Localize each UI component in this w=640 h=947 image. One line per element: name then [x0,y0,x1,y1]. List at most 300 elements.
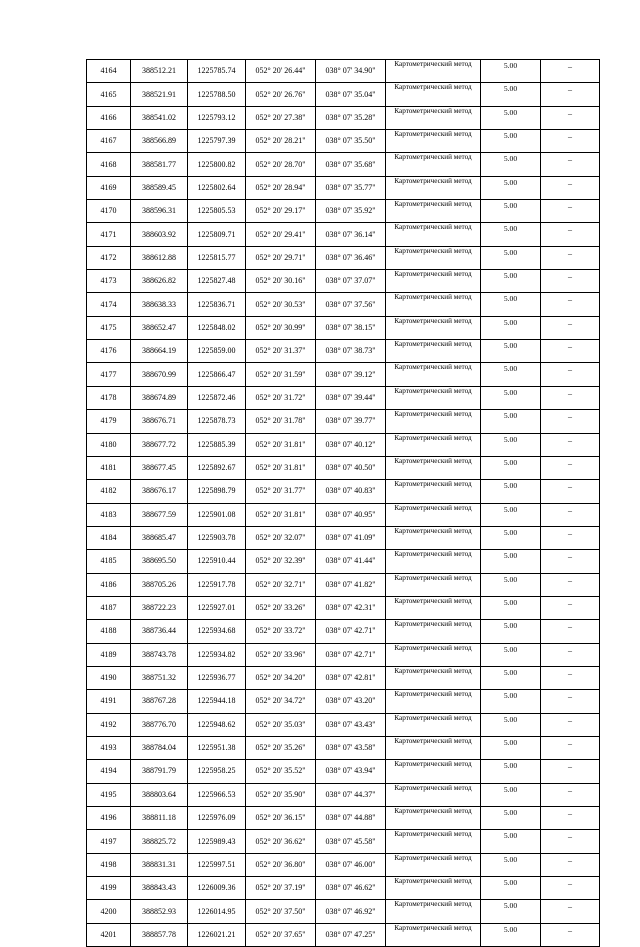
x-coordinate-cell: 388843.43 [131,877,188,900]
y-coordinate-cell: 1225898.79 [188,480,246,503]
y-coordinate-cell: 1225903.78 [188,526,246,549]
table-row [87,760,600,783]
accuracy-cell: 5.00 [481,620,541,643]
note-cell: – [541,853,600,876]
method-cell: Картометрический метод [386,550,481,573]
point-number-cell: 4192 [87,713,131,736]
method-cell: Картометрический метод [386,340,481,363]
point-number-cell: 4169 [87,176,131,199]
table-row [87,573,600,596]
x-coordinate-cell: 388751.32 [131,666,188,689]
table-row [87,853,600,876]
accuracy-cell: 5.00 [481,106,541,129]
table-row [87,736,600,759]
y-coordinate-cell: 1225788.50 [188,83,246,106]
note-cell: – [541,246,600,269]
point-number-cell: 4164 [87,60,131,83]
method-cell: Картометрический метод [386,526,481,549]
point-number-cell: 4172 [87,246,131,269]
x-coordinate-cell: 388803.64 [131,783,188,806]
y-coordinate-cell: 1225934.82 [188,643,246,666]
method-cell: Картометрический метод [386,223,481,246]
method-cell: Картометрический метод [386,363,481,386]
method-cell: Картометрический метод [386,713,481,736]
y-coordinate-cell: 1225836.71 [188,293,246,316]
method-cell: Картометрический метод [386,130,481,153]
latitude-cell: 052° 20' 32.71" [246,573,316,596]
accuracy-cell: 5.00 [481,200,541,223]
note-cell: – [541,643,600,666]
method-cell: Картометрический метод [386,106,481,129]
table-row [87,620,600,643]
longitude-cell: 038° 07' 39.77" [316,410,386,433]
table-row [87,433,600,456]
x-coordinate-cell: 388811.18 [131,807,188,830]
y-coordinate-cell: 1225958.25 [188,760,246,783]
y-coordinate-cell: 1225966.53 [188,783,246,806]
accuracy-cell: 5.00 [481,456,541,479]
y-coordinate-cell: 1225859.00 [188,340,246,363]
x-coordinate-cell: 388743.78 [131,643,188,666]
latitude-cell: 052° 20' 28.21" [246,130,316,153]
y-coordinate-cell: 1225800.82 [188,153,246,176]
table-row [87,363,600,386]
y-coordinate-cell: 1225885.39 [188,433,246,456]
point-number-cell: 4167 [87,130,131,153]
longitude-cell: 038° 07' 43.94" [316,760,386,783]
point-number-cell: 4199 [87,877,131,900]
longitude-cell: 038° 07' 47.25" [316,923,386,946]
longitude-cell: 038° 07' 35.28" [316,106,386,129]
point-number-cell: 4177 [87,363,131,386]
latitude-cell: 052° 20' 27.38" [246,106,316,129]
point-number-cell: 4170 [87,200,131,223]
longitude-cell: 038° 07' 34.90" [316,60,386,83]
x-coordinate-cell: 388589.45 [131,176,188,199]
point-number-cell: 4196 [87,807,131,830]
method-cell: Картометрический метод [386,877,481,900]
note-cell: – [541,340,600,363]
longitude-cell: 038° 07' 40.50" [316,456,386,479]
note-cell: – [541,60,600,83]
y-coordinate-cell: 1225944.18 [188,690,246,713]
note-cell: – [541,713,600,736]
x-coordinate-cell: 388852.93 [131,900,188,923]
method-cell: Картометрический метод [386,690,481,713]
point-number-cell: 4200 [87,900,131,923]
x-coordinate-cell: 388776.70 [131,713,188,736]
point-number-cell: 4190 [87,666,131,689]
longitude-cell: 038° 07' 41.44" [316,550,386,573]
table-row [87,550,600,573]
x-coordinate-cell: 388705.26 [131,573,188,596]
longitude-cell: 038° 07' 46.00" [316,853,386,876]
method-cell: Картометрический метод [386,83,481,106]
method-cell: Картометрический метод [386,573,481,596]
longitude-cell: 038° 07' 46.62" [316,877,386,900]
note-cell: – [541,760,600,783]
point-number-cell: 4189 [87,643,131,666]
x-coordinate-cell: 388685.47 [131,526,188,549]
x-coordinate-cell: 388674.89 [131,386,188,409]
note-cell: – [541,807,600,830]
accuracy-cell: 5.00 [481,223,541,246]
method-cell: Картометрический метод [386,270,481,293]
note-cell: – [541,200,600,223]
y-coordinate-cell: 1225809.71 [188,223,246,246]
longitude-cell: 038° 07' 36.46" [316,246,386,269]
x-coordinate-cell: 388857.78 [131,923,188,946]
point-number-cell: 4165 [87,83,131,106]
x-coordinate-cell: 388677.59 [131,503,188,526]
accuracy-cell: 5.00 [481,293,541,316]
longitude-cell: 038° 07' 40.12" [316,433,386,456]
accuracy-cell: 5.00 [481,153,541,176]
x-coordinate-cell: 388695.50 [131,550,188,573]
note-cell: – [541,83,600,106]
accuracy-cell: 5.00 [481,877,541,900]
method-cell: Картометрический метод [386,246,481,269]
accuracy-cell: 5.00 [481,807,541,830]
accuracy-cell: 5.00 [481,130,541,153]
method-cell: Картометрический метод [386,783,481,806]
note-cell: – [541,783,600,806]
method-cell: Картометрический метод [386,316,481,339]
method-cell: Картометрический метод [386,853,481,876]
note-cell: – [541,550,600,573]
longitude-cell: 038° 07' 44.88" [316,807,386,830]
latitude-cell: 052° 20' 31.81" [246,456,316,479]
table-row [87,456,600,479]
longitude-cell: 038° 07' 39.44" [316,386,386,409]
latitude-cell: 052° 20' 37.50" [246,900,316,923]
accuracy-cell: 5.00 [481,900,541,923]
method-cell: Картометрический метод [386,736,481,759]
table-row [87,223,600,246]
longitude-cell: 038° 07' 44.37" [316,783,386,806]
latitude-cell: 052° 20' 35.52" [246,760,316,783]
point-number-cell: 4186 [87,573,131,596]
method-cell: Картометрический метод [386,807,481,830]
y-coordinate-cell: 1226009.36 [188,877,246,900]
method-cell: Картометрический метод [386,900,481,923]
point-number-cell: 4179 [87,410,131,433]
longitude-cell: 038° 07' 35.04" [316,83,386,106]
x-coordinate-cell: 388638.33 [131,293,188,316]
table-row [87,526,600,549]
latitude-cell: 052° 20' 34.72" [246,690,316,713]
note-cell: – [541,176,600,199]
note-cell: – [541,596,600,619]
latitude-cell: 052° 20' 29.17" [246,200,316,223]
table-row [87,410,600,433]
note-cell: – [541,433,600,456]
table-row [87,807,600,830]
accuracy-cell: 5.00 [481,176,541,199]
longitude-cell: 038° 07' 37.07" [316,270,386,293]
method-cell: Картометрический метод [386,620,481,643]
x-coordinate-cell: 388677.72 [131,433,188,456]
latitude-cell: 052° 20' 26.44" [246,60,316,83]
method-cell: Картометрический метод [386,200,481,223]
x-coordinate-cell: 388676.17 [131,480,188,503]
accuracy-cell: 5.00 [481,83,541,106]
note-cell: – [541,830,600,853]
note-cell: – [541,293,600,316]
method-cell: Картометрический метод [386,176,481,199]
longitude-cell: 038° 07' 40.95" [316,503,386,526]
document-page [86,59,599,947]
point-number-cell: 4175 [87,316,131,339]
longitude-cell: 038° 07' 37.56" [316,293,386,316]
latitude-cell: 052° 20' 33.26" [246,596,316,619]
latitude-cell: 052° 20' 34.20" [246,666,316,689]
latitude-cell: 052° 20' 30.99" [246,316,316,339]
note-cell: – [541,386,600,409]
x-coordinate-cell: 388677.45 [131,456,188,479]
accuracy-cell: 5.00 [481,713,541,736]
latitude-cell: 052° 20' 31.37" [246,340,316,363]
note-cell: – [541,573,600,596]
longitude-cell: 038° 07' 42.71" [316,643,386,666]
point-number-cell: 4171 [87,223,131,246]
x-coordinate-cell: 388541.02 [131,106,188,129]
point-number-cell: 4188 [87,620,131,643]
x-coordinate-cell: 388596.31 [131,200,188,223]
note-cell: – [541,877,600,900]
note-cell: – [541,690,600,713]
point-number-cell: 4182 [87,480,131,503]
latitude-cell: 052° 20' 31.81" [246,503,316,526]
latitude-cell: 052° 20' 36.80" [246,853,316,876]
accuracy-cell: 5.00 [481,340,541,363]
y-coordinate-cell: 1225872.46 [188,386,246,409]
y-coordinate-cell: 1225934.68 [188,620,246,643]
accuracy-cell: 5.00 [481,666,541,689]
table-row [87,503,600,526]
point-number-cell: 4191 [87,690,131,713]
table-row [87,713,600,736]
longitude-cell: 038° 07' 36.14" [316,223,386,246]
point-number-cell: 4178 [87,386,131,409]
x-coordinate-cell: 388603.92 [131,223,188,246]
x-coordinate-cell: 388626.82 [131,270,188,293]
method-cell: Картометрический метод [386,503,481,526]
method-cell: Картометрический метод [386,596,481,619]
accuracy-cell: 5.00 [481,60,541,83]
y-coordinate-cell: 1225927.01 [188,596,246,619]
method-cell: Картометрический метод [386,480,481,503]
y-coordinate-cell: 1225815.77 [188,246,246,269]
longitude-cell: 038° 07' 42.81" [316,666,386,689]
y-coordinate-cell: 1225805.53 [188,200,246,223]
latitude-cell: 052° 20' 35.90" [246,783,316,806]
coordinates-table [86,59,600,947]
note-cell: – [541,620,600,643]
accuracy-cell: 5.00 [481,386,541,409]
table-row [87,666,600,689]
y-coordinate-cell: 1225793.12 [188,106,246,129]
coordinates-table-body [87,60,600,947]
table-row [87,690,600,713]
y-coordinate-cell: 1225797.39 [188,130,246,153]
point-number-cell: 4185 [87,550,131,573]
table-row [87,900,600,923]
y-coordinate-cell: 1225948.62 [188,713,246,736]
longitude-cell: 038° 07' 42.31" [316,596,386,619]
longitude-cell: 038° 07' 38.73" [316,340,386,363]
y-coordinate-cell: 1225878.73 [188,410,246,433]
accuracy-cell: 5.00 [481,736,541,759]
accuracy-cell: 5.00 [481,433,541,456]
latitude-cell: 052° 20' 31.78" [246,410,316,433]
longitude-cell: 038° 07' 43.58" [316,736,386,759]
accuracy-cell: 5.00 [481,690,541,713]
table-row [87,877,600,900]
method-cell: Картометрический метод [386,410,481,433]
latitude-cell: 052° 20' 35.26" [246,736,316,759]
latitude-cell: 052° 20' 33.72" [246,620,316,643]
table-row [87,830,600,853]
point-number-cell: 4174 [87,293,131,316]
longitude-cell: 038° 07' 40.83" [316,480,386,503]
longitude-cell: 038° 07' 41.09" [316,526,386,549]
accuracy-cell: 5.00 [481,830,541,853]
x-coordinate-cell: 388722.23 [131,596,188,619]
latitude-cell: 052° 20' 31.72" [246,386,316,409]
latitude-cell: 052° 20' 36.62" [246,830,316,853]
method-cell: Картометрический метод [386,923,481,946]
x-coordinate-cell: 388767.28 [131,690,188,713]
x-coordinate-cell: 388791.79 [131,760,188,783]
table-row [87,923,600,946]
latitude-cell: 052° 20' 29.41" [246,223,316,246]
y-coordinate-cell: 1225989.43 [188,830,246,853]
point-number-cell: 4166 [87,106,131,129]
point-number-cell: 4168 [87,153,131,176]
latitude-cell: 052° 20' 32.07" [246,526,316,549]
x-coordinate-cell: 388664.19 [131,340,188,363]
point-number-cell: 4195 [87,783,131,806]
longitude-cell: 038° 07' 35.92" [316,200,386,223]
point-number-cell: 4181 [87,456,131,479]
note-cell: – [541,736,600,759]
longitude-cell: 038° 07' 43.20" [316,690,386,713]
longitude-cell: 038° 07' 43.43" [316,713,386,736]
table-row [87,200,600,223]
table-row [87,480,600,503]
note-cell: – [541,526,600,549]
accuracy-cell: 5.00 [481,480,541,503]
note-cell: – [541,363,600,386]
x-coordinate-cell: 388566.89 [131,130,188,153]
latitude-cell: 052° 20' 33.96" [246,643,316,666]
latitude-cell: 052° 20' 32.39" [246,550,316,573]
point-number-cell: 4183 [87,503,131,526]
table-row [87,83,600,106]
y-coordinate-cell: 1225892.67 [188,456,246,479]
x-coordinate-cell: 388581.77 [131,153,188,176]
longitude-cell: 038° 07' 35.50" [316,130,386,153]
accuracy-cell: 5.00 [481,643,541,666]
accuracy-cell: 5.00 [481,853,541,876]
latitude-cell: 052° 20' 30.53" [246,293,316,316]
y-coordinate-cell: 1225848.02 [188,316,246,339]
latitude-cell: 052° 20' 37.19" [246,877,316,900]
longitude-cell: 038° 07' 38.15" [316,316,386,339]
y-coordinate-cell: 1225785.74 [188,60,246,83]
method-cell: Картометрический метод [386,60,481,83]
x-coordinate-cell: 388784.04 [131,736,188,759]
table-row [87,386,600,409]
method-cell: Картометрический метод [386,386,481,409]
x-coordinate-cell: 388831.31 [131,853,188,876]
point-number-cell: 4187 [87,596,131,619]
y-coordinate-cell: 1225936.77 [188,666,246,689]
longitude-cell: 038° 07' 35.77" [316,176,386,199]
latitude-cell: 052° 20' 37.65" [246,923,316,946]
x-coordinate-cell: 388512.21 [131,60,188,83]
accuracy-cell: 5.00 [481,783,541,806]
longitude-cell: 038° 07' 39.12" [316,363,386,386]
point-number-cell: 4176 [87,340,131,363]
y-coordinate-cell: 1225802.64 [188,176,246,199]
method-cell: Картометрический метод [386,666,481,689]
table-row [87,130,600,153]
note-cell: – [541,900,600,923]
latitude-cell: 052° 20' 28.70" [246,153,316,176]
y-coordinate-cell: 1225917.78 [188,573,246,596]
method-cell: Картометрический метод [386,433,481,456]
method-cell: Картометрический метод [386,293,481,316]
accuracy-cell: 5.00 [481,760,541,783]
y-coordinate-cell: 1226014.95 [188,900,246,923]
point-number-cell: 4180 [87,433,131,456]
accuracy-cell: 5.00 [481,316,541,339]
x-coordinate-cell: 388652.47 [131,316,188,339]
note-cell: – [541,480,600,503]
table-row [87,153,600,176]
latitude-cell: 052° 20' 35.03" [246,713,316,736]
point-number-cell: 4198 [87,853,131,876]
note-cell: – [541,410,600,433]
method-cell: Картометрический метод [386,760,481,783]
x-coordinate-cell: 388825.72 [131,830,188,853]
x-coordinate-cell: 388670.99 [131,363,188,386]
note-cell: – [541,130,600,153]
note-cell: – [541,223,600,246]
table-row [87,783,600,806]
longitude-cell: 038° 07' 41.82" [316,573,386,596]
method-cell: Картометрический метод [386,153,481,176]
point-number-cell: 4193 [87,736,131,759]
longitude-cell: 038° 07' 45.58" [316,830,386,853]
latitude-cell: 052° 20' 29.71" [246,246,316,269]
point-number-cell: 4197 [87,830,131,853]
method-cell: Картометрический метод [386,456,481,479]
accuracy-cell: 5.00 [481,410,541,433]
y-coordinate-cell: 1225910.44 [188,550,246,573]
method-cell: Картометрический метод [386,830,481,853]
table-row [87,643,600,666]
table-row [87,340,600,363]
latitude-cell: 052° 20' 31.77" [246,480,316,503]
accuracy-cell: 5.00 [481,596,541,619]
y-coordinate-cell: 1225901.08 [188,503,246,526]
latitude-cell: 052° 20' 31.59" [246,363,316,386]
y-coordinate-cell: 1225866.47 [188,363,246,386]
accuracy-cell: 5.00 [481,246,541,269]
